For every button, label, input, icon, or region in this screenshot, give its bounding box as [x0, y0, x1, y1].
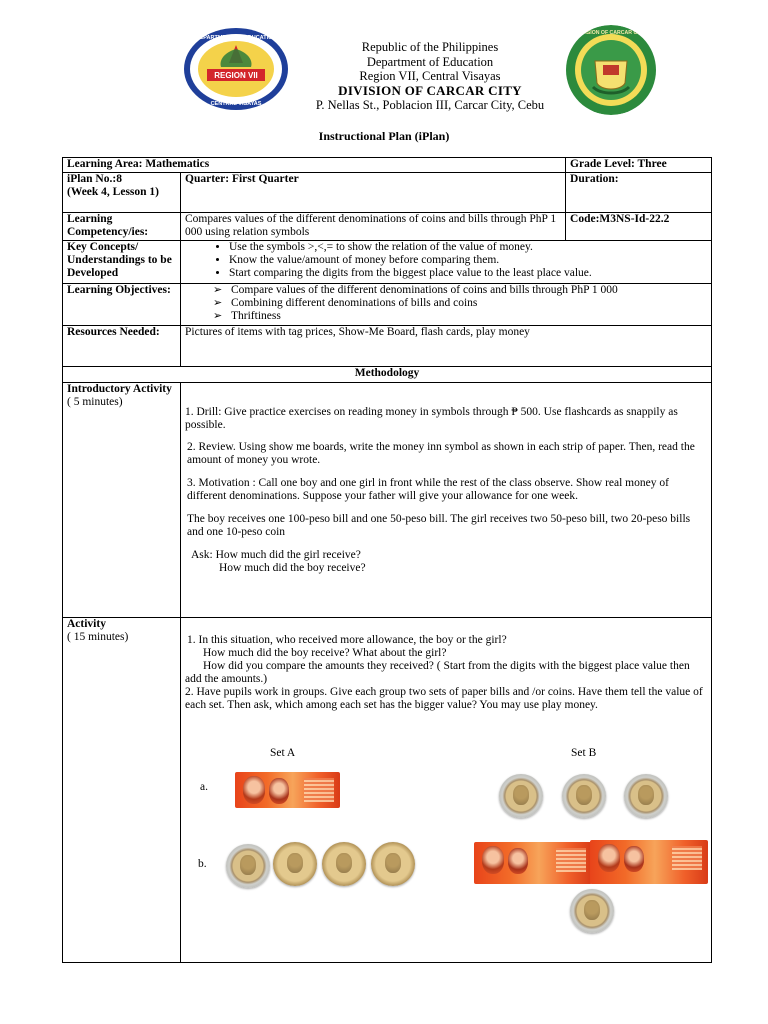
objectives-cell — [181, 284, 712, 326]
document-title: Instructional Plan (iPlan) — [318, 129, 450, 143]
peso-coin-image — [562, 774, 606, 818]
objective-item: ➢ Thriftiness — [213, 310, 707, 323]
row-objectives — [63, 284, 712, 326]
intro-motivation: 3. Motivation : Call one boy and one girl in front while the rest of the class observe. Show real money of different denominations. Suppose your father will give your allowance for one week. — [187, 477, 669, 502]
intro-review: 2. Review. Using show me boards, write the money inn symbol as shown in each strip of paper. Then, read the amount of money you wrote. — [187, 441, 695, 466]
intro-time: ( 5 minutes) — [67, 396, 123, 408]
seal-left-bottom-text: CENTRAL VISAYAS — [210, 101, 262, 107]
grade-level: Grade Level: Three — [566, 158, 712, 173]
activity-q1c: How did you compare the amounts they received? ( Start from the digits with the biggest place value then add the amounts.) — [185, 660, 690, 685]
iplan-week: (Week 4, Lesson 1) — [67, 186, 159, 198]
header-department: Department of Education — [366, 54, 494, 69]
item-b-label: b. — [198, 858, 207, 870]
intro-label-cell — [63, 383, 181, 618]
learning-area: Learning Area: Mathematics — [63, 158, 566, 173]
resources-text: Pictures of items with tag prices, Show-Me Board, flash cards, play money — [181, 326, 712, 367]
intro-ask-boy: How much did the boy receive? — [219, 562, 366, 574]
duration: Duration: — [566, 173, 712, 213]
competency-code: Code:M3NS-Id-22.2 — [566, 213, 712, 241]
objectives-label: Learning Objectives: — [63, 284, 181, 326]
key-concept-item: • Know the value/amount of money before comparing them. — [229, 254, 707, 267]
objective-item: ➢ Combining different denominations of bills and coins — [213, 297, 707, 310]
header-republic: Republic of the Philippines — [361, 40, 499, 54]
peso-coin-image — [273, 842, 317, 886]
activity-q1: 1. In this situation, who received more allowance, the boy or the girl? — [187, 634, 507, 646]
key-concepts-cell — [181, 241, 712, 284]
intro-label: Introductory Activity — [67, 383, 172, 395]
key-concept-item: • Start comparing the digits from the biggest place value to the least place value. — [229, 267, 707, 280]
row-key-concepts — [63, 241, 712, 284]
peso-coin-image — [570, 889, 614, 933]
row-iplan — [63, 173, 712, 213]
set-a-label: Set A — [270, 747, 296, 759]
peso-coin-image — [226, 844, 270, 888]
key-concept-item: • Use the symbols >,<,= to show the relation of the value of money. — [229, 241, 707, 254]
header-address: P. Nellas St., Poblacion III, Carcar City, Cebu — [315, 98, 545, 112]
peso-coin-image — [371, 842, 415, 886]
intro-drill: 1. Drill: Give practice exercises on reading money in symbols through ₱ 500. Use flashcards as snappily as possible. — [185, 406, 678, 431]
seal-left-band: REGION VII — [214, 71, 258, 80]
activity-time: ( 15 minutes) — [67, 631, 129, 643]
row-competency — [63, 213, 712, 241]
header-division: DIVISION OF CARCAR CITY — [338, 82, 522, 98]
row-methodology — [63, 367, 712, 383]
header-region: Region VII, Central Visayas — [359, 69, 501, 83]
row-activity — [63, 618, 712, 963]
intro-ask-girl: Ask: How much did the girl receive? — [191, 549, 361, 561]
row-resources — [63, 326, 712, 367]
row-learning-area — [63, 158, 712, 173]
key-concepts-label: Key Concepts/ Understandings to be Developed — [63, 241, 181, 284]
competency-label: Learning Competency/ies: — [63, 213, 181, 241]
activity-q2: 2. Have pupils work in groups. Give each group two sets of paper bills and /or coins. Have them tell the value of each set. Then ask, which among each set has the bigger value? You may use play money. — [185, 686, 703, 711]
peso-bill-image — [590, 840, 708, 884]
objective-item: ➢ Compare values of the different denominations of coins and bills through PhP 1 000 — [213, 284, 707, 297]
quarter: Quarter: First Quarter — [181, 173, 566, 213]
set-b-label: Set B — [571, 747, 597, 759]
activity-q1b: How much did the boy receive? What about the girl? — [203, 647, 447, 659]
methodology-heading: Methodology — [63, 367, 712, 383]
intro-content — [181, 383, 712, 618]
intro-boy-girl: The boy receives one 100-peso bill and one 50-peso bill. The girl receives two 50-peso bill, two 20-peso bills and one 10-peso coin — [187, 513, 691, 538]
objectives-list — [185, 284, 707, 323]
seal-right-ring-text: DIVISION OF CARCAR CITY — [576, 30, 646, 36]
seal-left-top-text: DEPARTMENT OF EDUCATION — [195, 35, 277, 41]
peso-bill-image — [235, 772, 340, 808]
letterhead — [260, 40, 600, 113]
resources-label: Resources Needed: — [63, 326, 181, 367]
activity-label-cell — [63, 618, 181, 963]
item-a-label: a. — [200, 781, 208, 793]
peso-coin-image — [624, 774, 668, 818]
activity-label: Activity — [67, 618, 106, 630]
iplan-cell — [63, 173, 181, 213]
row-introductory-activity — [63, 383, 712, 618]
peso-bill-image — [474, 842, 592, 884]
competency-text: Compares values of the different denominations of coins and bills through PhP 1 000 using relation symbols — [181, 213, 566, 241]
peso-coin-image — [322, 842, 366, 886]
iplan-no: iPlan No.:8 — [67, 173, 122, 185]
peso-coin-image — [499, 774, 543, 818]
key-concepts-list — [185, 241, 707, 280]
